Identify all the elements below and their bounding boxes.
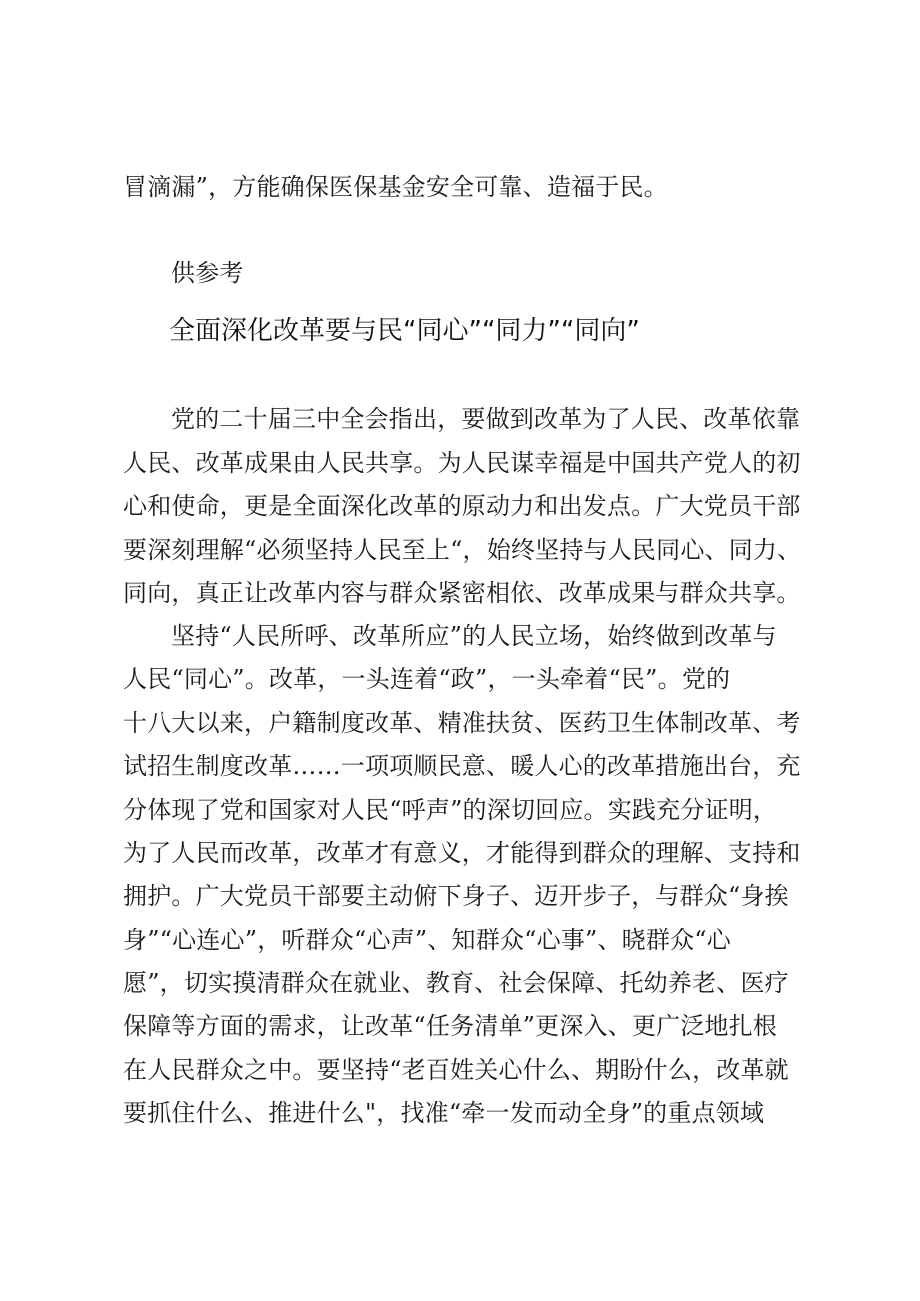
paragraph-line: 心和使命，更是全面深化改革的原动力和出发点。广大党员干部 xyxy=(123,492,801,520)
previous-paragraph-tail: 冒滴漏”，方能确保医保基金安全可靠、造福于民。 xyxy=(123,173,668,201)
paragraph-line: 人民“同心”。改革，一头连着“政”，一头牵着“民”。党的 xyxy=(123,665,731,693)
paragraph-line: 愿”，切实摸清群众在就业、教育、社会保障、托幼养老、医疗 xyxy=(123,969,789,997)
paragraph-line: 试招生制度改革……一项项顺民意、暖人心的改革措施出台，充 xyxy=(123,752,801,780)
paragraph-line: 在人民群众之中。要坚持“老百姓关心什么、期盼什么，改革就 xyxy=(123,1056,789,1084)
paragraph-line: 要深刻理解“必须坚持人民至上“，始终坚持与人民同心、同力、 xyxy=(123,536,802,564)
paragraph-line: 党的二十届三中全会指出，要做到改革为了人民、改革依靠 xyxy=(171,405,801,433)
article-title: 全面深化改革要与民“同心”“同力”“同向” xyxy=(169,316,640,346)
paragraph-line: 为了人民而改革，改革才有意义，才能得到群众的理解、支持和 xyxy=(123,839,801,867)
paragraph-line: 要抓住什么、推进什么"，找准“牵一发而动全身”的重点领域 xyxy=(123,1099,765,1127)
paragraph-line: 身”“心连心”，听群众“心声”、知群众“心事”、晓群众“心 xyxy=(123,926,731,954)
paragraph-line: 十八大以来，户籍制度改革、精准扶贫、医药卫生体制改革、考 xyxy=(123,709,801,737)
reference-note: 供参考 xyxy=(171,259,244,287)
paragraph-line: 拥护。广大党员干部要主动俯下身子、迈开步子，与群众“身挨 xyxy=(123,882,789,910)
paragraph-line: 同向，真正让改革内容与群众紧密相依、改革成果与群众共享。 xyxy=(123,579,801,607)
paragraph-line: 人民、改革成果由人民共享。为人民谋幸福是中国共产党人的初 xyxy=(123,449,801,477)
paragraph-line: 分体现了党和国家对人民“呼声”的深切回应。实践充分证明， xyxy=(123,796,778,824)
paragraph-line: 保障等方面的需求，让改革“任务清单”更深入、更广泛地扎根 xyxy=(123,1012,778,1040)
paragraph-line: 坚持“人民所呼、改革所应”的人民立场，始终做到改革与 xyxy=(171,622,777,650)
